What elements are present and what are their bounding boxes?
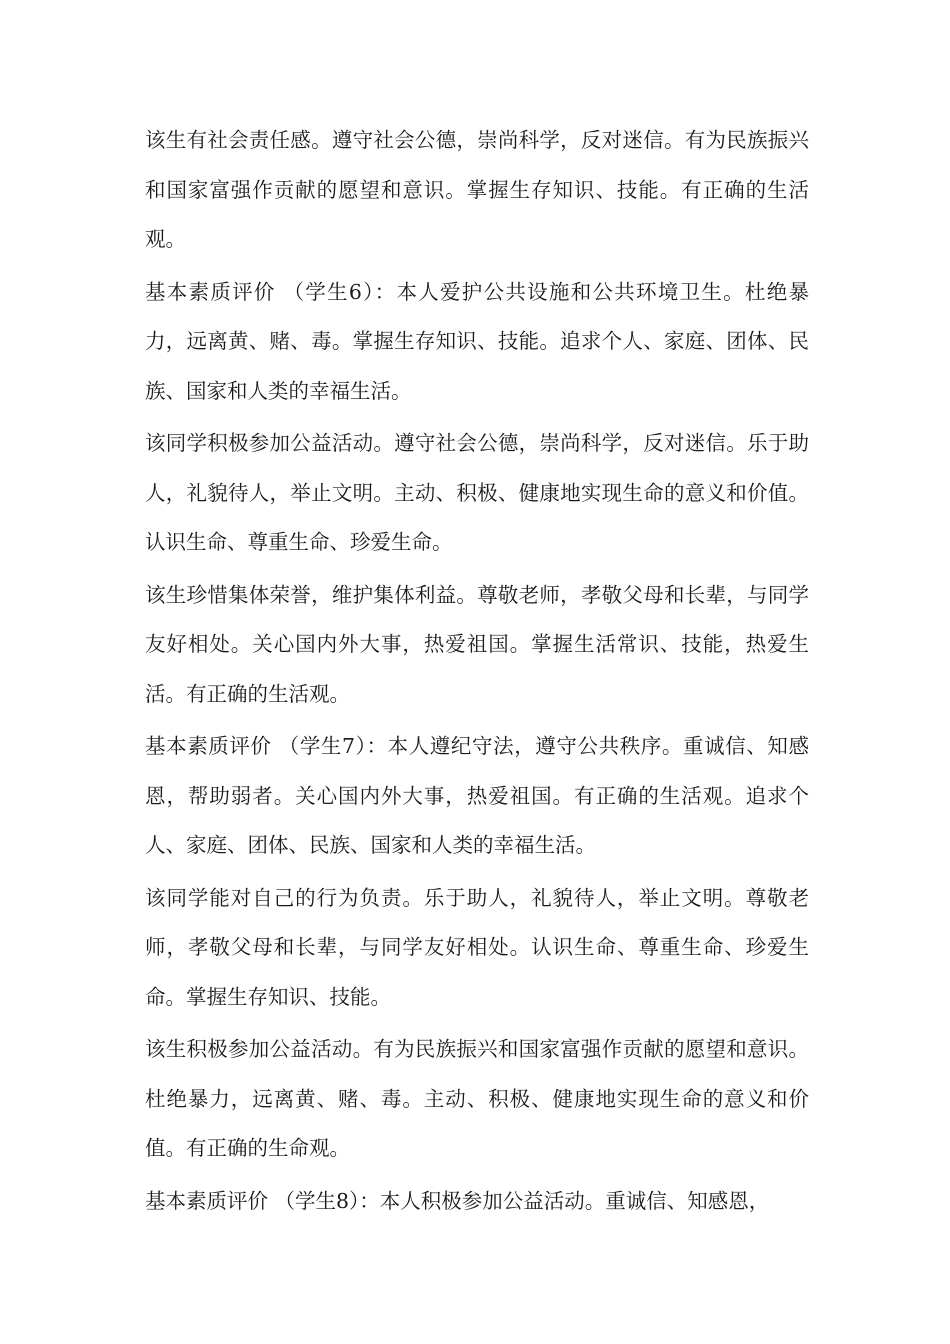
paragraph: 基本素质评价 （学生8）：本人积极参加公益活动。重诚信、知感恩，: [145, 1188, 770, 1213]
paragraph: 该同学积极参加公益活动。遵守社会公德，崇尚科学，反对迷信。乐于助人，礼貌待人，举止文明。主动、积极、健康地实现生命的意义和价值。认识生命、尊重生命、珍爱生命。: [145, 431, 809, 554]
paragraph: 该同学能对自己的行为负责。乐于助人，礼貌待人，举止文明。尊敬老师，孝敬父母和长辈，与同学友好相处。认识生命、尊重生命、珍爱生命。掌握生存知识、技能。: [145, 885, 809, 1009]
paragraph: 基本素质评价 （学生6）：本人爱护公共设施和公共环境卫生。杜绝暴力，远离黄、赌、毒。掌握生存知识、技能。追求个人、家庭、团体、民族、国家和人类的幸福生活。: [145, 279, 809, 403]
document-page: [145, 116, 809, 1229]
paragraph: 该生有社会责任感。遵守社会公德，崇尚科学，反对迷信。有为民族振兴和国家富强作贡献的愿望和意识。掌握生存知识、技能。有正确的生活观。: [145, 128, 809, 251]
paragraph: 基本素质评价 （学生7）：本人遵纪守法，遵守公共秩序。重诚信、知感恩，帮助弱者。关心国内外大事，热爱祖国。有正确的生活观。追求个人、家庭、团体、民族、国家和人类的幸福生活。: [145, 734, 809, 857]
paragraph: 该生珍惜集体荣誉，维护集体利益。尊敬老师，孝敬父母和长辈，与同学友好相处。关心国内外大事，热爱祖国。掌握生活常识、技能，热爱生活。有正确的生活观。: [145, 582, 809, 706]
paragraph: 该生积极参加公益活动。有为民族振兴和国家富强作贡献的愿望和意识。杜绝暴力，远离黄、赌、毒。主动、积极、健康地实现生命的意义和价值。有正确的生命观。: [145, 1037, 809, 1160]
